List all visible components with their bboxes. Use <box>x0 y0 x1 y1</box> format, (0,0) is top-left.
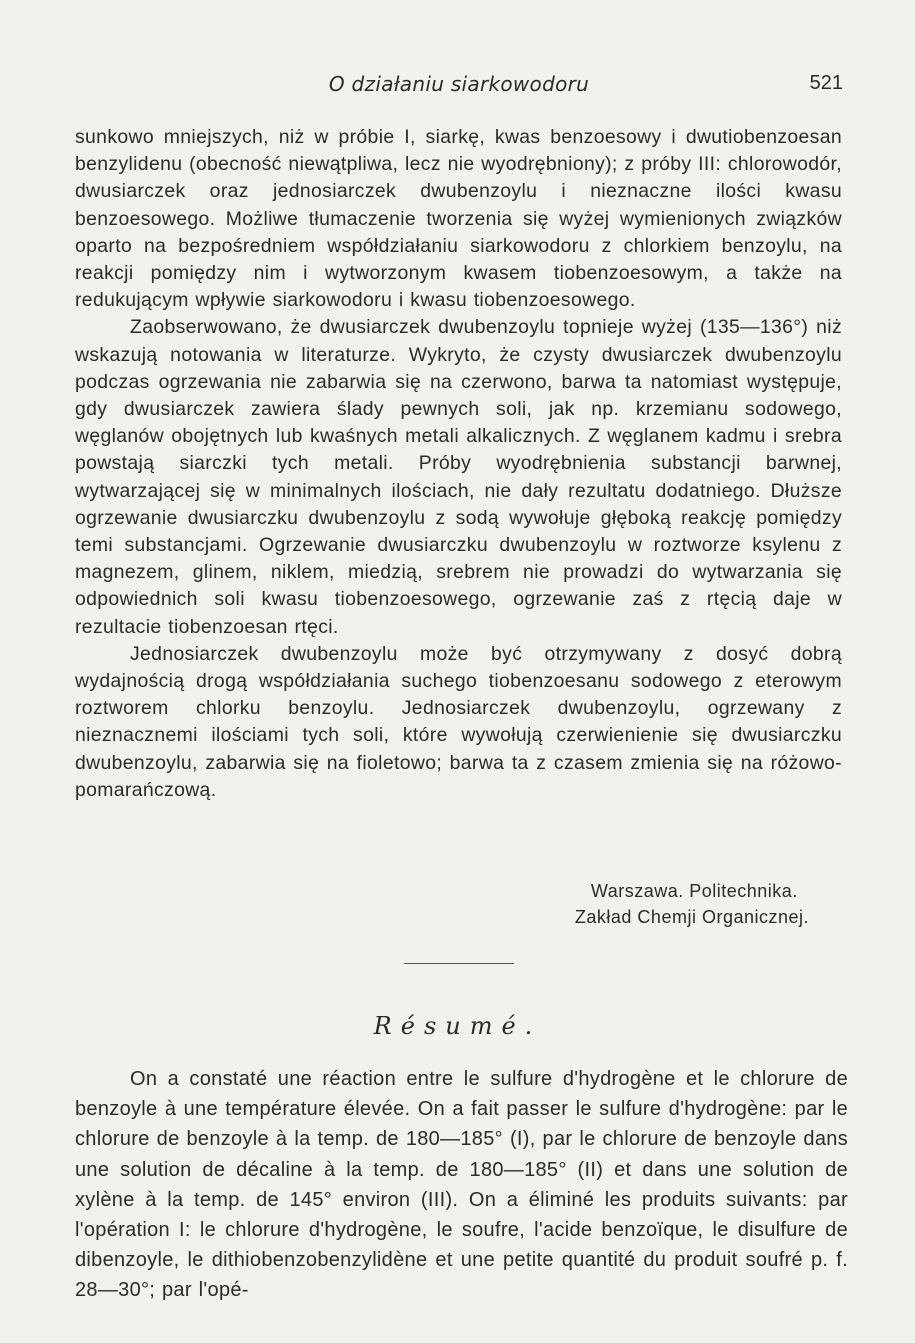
resume-heading: Résumé. <box>373 1012 542 1040</box>
affiliation-department: Zakład Chemji Organicznej. <box>574 907 809 927</box>
affiliation-city: Warszawa. Politechnika. <box>590 881 798 901</box>
running-title: O działaniu siarkowodoru <box>328 72 590 96</box>
paragraph-monosulfide: Jednosiarczek dwubenzoylu może być otrzymywany z dosyć dobrą wydajnością drogą współdziałania suchego tiobenzoesanu sodowego z eterowym roztworem chlorku benzoylu. Jednosiarczek dwubenzoylu, ogrzewany z nieznacznemi ilościami tych soli, które wywołują czerwienienie się dwusiarczku dwubenzoylu, zabarwia się na fioletowo; barwa ta z czasem zmienia się na różowo-pomarańczową. <box>75 642 842 801</box>
resume-paragraph: On a constaté une réaction entre le sulfure d'hydrogène et le chlorure de benzoyle à une température élevée. On a fait passer le sulfure d'hydrogène: par le chlorure de benzoyle à la temp. de 180—185° (I), par le chlorure de benzoyle dans une solution de décaline à la temp. de 180—185° (II) et dans une solution de xylène à la temp. de 145° environ (III). On a éliminé les produits suivants: par l'opération I: le chlorure d'hydrogène, le soufre, l'acide benzoïque, le disulfure de dibenzoyle, le dithiobenzobenzylidène et une petite quantité du produit soufré p. f. 28—30°; par l'opé- <box>75 1068 848 1302</box>
paragraph-observations: Zaobserwowano, że dwusiarczek dwubenzoylu topnieje wyżej (135—136°) niż wskazują notowania w literaturze. Wykryto, że czysty dwusiarczek dwubenzoylu podczas ogrzewania nie zabarwia się na czerwono, barwa ta natomiast występuje, gdy dwusiarczek zawiera ślady pewnych soli, jak np. krzemianu sodowego, węglanów obojętnych lub kwaśnych metali alkalicznych. Z węglanem kadmu i srebra powstają siarczki tych metali. Próby wyodrębnienia substancji barwnej, wytwarzającej się w minimalnych ilościach, nie dały rezultatu dodatniego. Dłuższe ogrzewanie dwusiarczku dwubenzoylu z sodą wywołuje głęboką reakcję pomiędzy temi substancjami. Ogrzewanie dwusiarczku dwubenzoylu w roztworze ksylenu z magnezem, glinem, niklem, miedzią, srebrem nie prowadzi do wytwarzania się odpowiednich soli kwasu tiobenzoesowego, ogrzewanie zaś z rtęcią daje w rezultacie tiobenzoesan rtęci. <box>75 316 842 638</box>
affiliation-signature <box>575 878 809 930</box>
resume-text <box>75 1064 848 1306</box>
page-number: 521 <box>809 72 843 94</box>
body-text <box>75 124 842 804</box>
paragraph-continued: sunkowo mniejszych, niż w próbie I, siarkę, kwas benzoesowy i dwutiobenzoesan benzylidenu (obecność niewątpliwa, lecz nie wyodrębniony); z próby III: chlorowodór, dwusiarczek oraz jednosiarczek dwubenzoylu i nieznaczne ilości kwasu benzoesowego. Możliwe tłumaczenie tworzenia się wyżej wymienionych związków oparto na bezpośredniem współdziałaniu siarkowodoru z chlorkiem benzoylu, na reakcji pomiędzy nim i wytworzonym kwasem tiobenzoesowym, a także na redukującym wpływie siarkowodoru i kwasu tiobenzoesowego. <box>75 126 843 312</box>
section-divider <box>404 963 514 964</box>
page-header <box>75 72 843 102</box>
